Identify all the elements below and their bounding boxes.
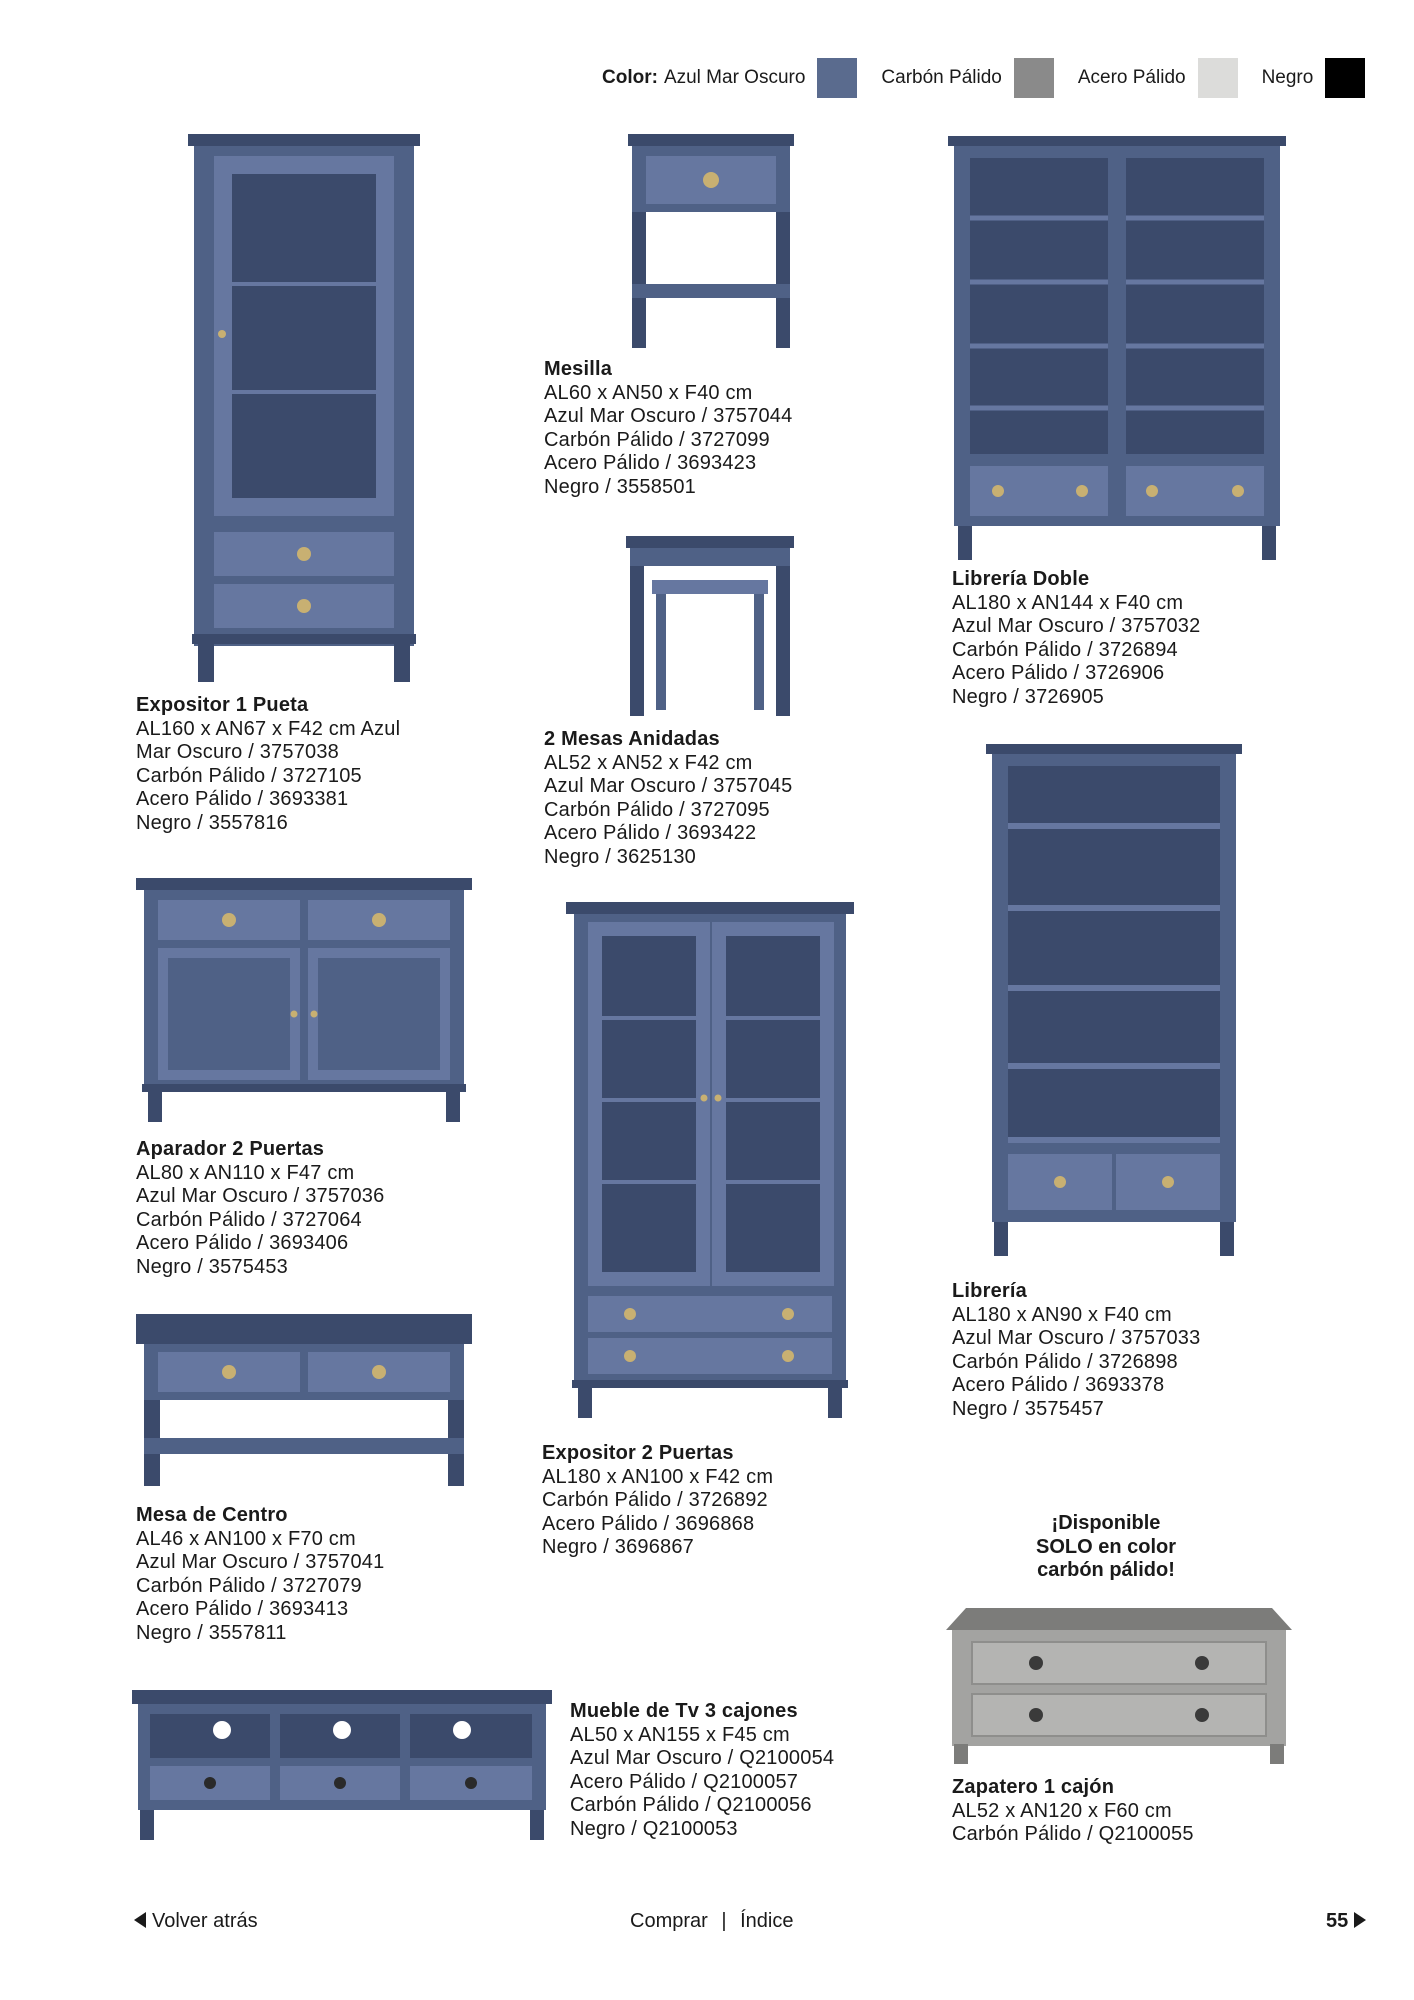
product-line: Negro / 3575453: [136, 1255, 289, 1278]
product-line: Azul Mar Oscuro / 3757045: [544, 775, 793, 797]
product-line: Carbón Pálido / Q2100056: [570, 1794, 812, 1816]
product-line: AL52 x AN52 x F42 cm: [544, 751, 753, 774]
note-line: ¡Disponible: [1051, 1512, 1161, 1534]
product-line: Carbón Pálido / 3727095: [544, 798, 770, 821]
mueble-tv-image[interactable]: [132, 1690, 552, 1840]
product-line: Acero Pálido / 3693422: [544, 822, 757, 844]
aparador-image[interactable]: [136, 878, 472, 1122]
legend-name: Azul Mar Oscuro: [663, 67, 806, 88]
product-zapatero: [952, 1776, 1194, 1847]
legend-item-azul: [658, 58, 875, 98]
product-line: Carbón Pálido / 3726894: [952, 638, 1178, 661]
product-line: Azul Mar Oscuro / 3757041: [136, 1551, 385, 1573]
triangle-right-icon: [1354, 1912, 1366, 1928]
product-line: AL180 x AN144 x F40 cm: [952, 591, 1184, 614]
product-title: Expositor 2 Puertas: [542, 1442, 734, 1464]
legend-swatch: [817, 58, 857, 98]
libreria-image[interactable]: [986, 744, 1242, 1256]
product-line: AL50 x AN155 x F45 cm: [570, 1723, 790, 1746]
product-aparador: [136, 1138, 384, 1279]
product-line: Acero Pálido / 3693378: [952, 1374, 1165, 1396]
legend-swatch: [1198, 58, 1238, 98]
product-line: Negro / Q2100053: [570, 1817, 738, 1840]
product-line: Azul Mar Oscuro / 3757032: [952, 615, 1201, 637]
page-number: 55: [1326, 1910, 1349, 1932]
back-label: Volver atrás: [152, 1910, 258, 1932]
product-title: Mesilla: [544, 358, 613, 380]
legend-item-negro: [1256, 58, 1366, 98]
product-line: Carbón Pálido / 3726898: [952, 1350, 1178, 1373]
product-line: Carbón Pálido / 3727064: [136, 1208, 362, 1231]
index-link[interactable]: Índice: [740, 1910, 794, 1932]
product-line: Acero Pálido / 3696868: [542, 1512, 755, 1535]
product-line: Negro / 3557816: [136, 811, 289, 834]
product-line: Azul Mar Oscuro / 3757033: [952, 1327, 1201, 1349]
product-line: Acero Pálido / 3693381: [136, 788, 349, 810]
product-line: Negro / 3625130: [544, 845, 697, 868]
product-title: Mueble de Tv 3 cajones: [570, 1700, 798, 1722]
legend-item-carbon: [875, 58, 1071, 98]
product-line: Negro / 3558501: [544, 475, 697, 498]
note-line: carbón pálido!: [1037, 1559, 1175, 1581]
zapatero-image[interactable]: [946, 1608, 1292, 1764]
legend-name: Carbón Pálido: [881, 67, 1002, 88]
product-line: Carbón Pálido / 3727099: [544, 428, 770, 451]
product-line: Carbón Pálido / 3727105: [136, 764, 362, 787]
back-link[interactable]: [134, 1910, 258, 1933]
product-line: AL160 x AN67 x F42 cm Azul: [136, 717, 401, 740]
legend-swatch: [1325, 58, 1365, 98]
mesa-centro-image[interactable]: [136, 1314, 472, 1486]
product-line: Acero Pálido / 3726906: [952, 662, 1165, 684]
product-line: AL80 x AN110 x F47 cm: [136, 1161, 355, 1184]
color-legend: [602, 56, 1365, 100]
legend-item-acero: [1072, 58, 1256, 98]
product-libreria: [952, 1280, 1200, 1421]
legend-name: Negro: [1261, 67, 1314, 88]
product-expositor-2-puertas: [542, 1442, 773, 1560]
mesas-anidadas-image[interactable]: [626, 536, 794, 716]
product-line: Acero Pálido / 3693406: [136, 1232, 349, 1254]
legend-swatch: [1014, 58, 1054, 98]
product-line: Carbón Pálido / Q2100055: [952, 1823, 1194, 1845]
mesilla-image[interactable]: [628, 134, 794, 348]
product-title: Aparador 2 Puertas: [136, 1138, 325, 1160]
product-title: Librería: [952, 1280, 1027, 1302]
product-line: Negro / 3575457: [952, 1397, 1105, 1420]
product-line: Negro / 3696867: [542, 1536, 695, 1558]
product-line: Acero Pálido / 3693413: [136, 1598, 349, 1620]
product-line: AL180 x AN100 x F42 cm: [542, 1465, 774, 1488]
product-libreria-doble: [952, 568, 1200, 709]
product-mesas-anidadas: [544, 728, 792, 869]
product-expositor-1-puerta: [136, 694, 400, 835]
product-line: AL46 x AN100 x F70 cm: [136, 1527, 356, 1550]
product-line: Azul Mar Oscuro / 3757044: [544, 405, 793, 427]
product-line: AL52 x AN120 x F60 cm: [952, 1799, 1172, 1822]
product-line: AL180 x AN90 x F40 cm: [952, 1303, 1172, 1326]
availability-note: [996, 1512, 1216, 1583]
note-line: SOLO en color: [1035, 1535, 1177, 1558]
next-page-link[interactable]: [1326, 1910, 1366, 1933]
product-line: Azul Mar Oscuro / Q2100054: [570, 1747, 835, 1769]
buy-link[interactable]: Comprar: [630, 1910, 708, 1932]
product-title: Expositor 1 Pueta: [136, 694, 309, 716]
product-line: Negro / 3726905: [952, 685, 1105, 708]
product-title: 2 Mesas Anidadas: [544, 728, 720, 750]
legend-label: Color:: [602, 67, 658, 88]
product-title: Zapatero 1 cajón: [952, 1776, 1115, 1798]
triangle-left-icon: [134, 1912, 146, 1928]
expositor-2-puertas-image[interactable]: [566, 902, 854, 1418]
product-line: Negro / 3557811: [136, 1621, 287, 1644]
product-line: Carbón Pálido / 3727079: [136, 1574, 362, 1597]
product-line: Azul Mar Oscuro / 3757036: [136, 1185, 385, 1207]
product-mesilla: [544, 358, 792, 499]
footer-nav: [630, 1910, 794, 1933]
product-mueble-tv: [570, 1700, 834, 1841]
product-title: Mesa de Centro: [136, 1504, 288, 1526]
legend-name: Acero Pálido: [1077, 67, 1186, 88]
product-title: Librería Doble: [952, 568, 1090, 590]
product-line: Acero Pálido / Q2100057: [570, 1770, 799, 1793]
footer-separator: |: [721, 1910, 727, 1932]
product-mesa-centro: [136, 1504, 384, 1645]
product-line: Carbón Pálido / 3726892: [542, 1489, 768, 1511]
product-line: AL60 x AN50 x F40 cm: [544, 381, 753, 404]
libreria-doble-image[interactable]: [948, 136, 1286, 560]
product-line: Mar Oscuro / 3757038: [136, 741, 339, 763]
expositor-1-puerta-image[interactable]: [188, 134, 420, 682]
product-line: Acero Pálido / 3693423: [544, 452, 757, 474]
